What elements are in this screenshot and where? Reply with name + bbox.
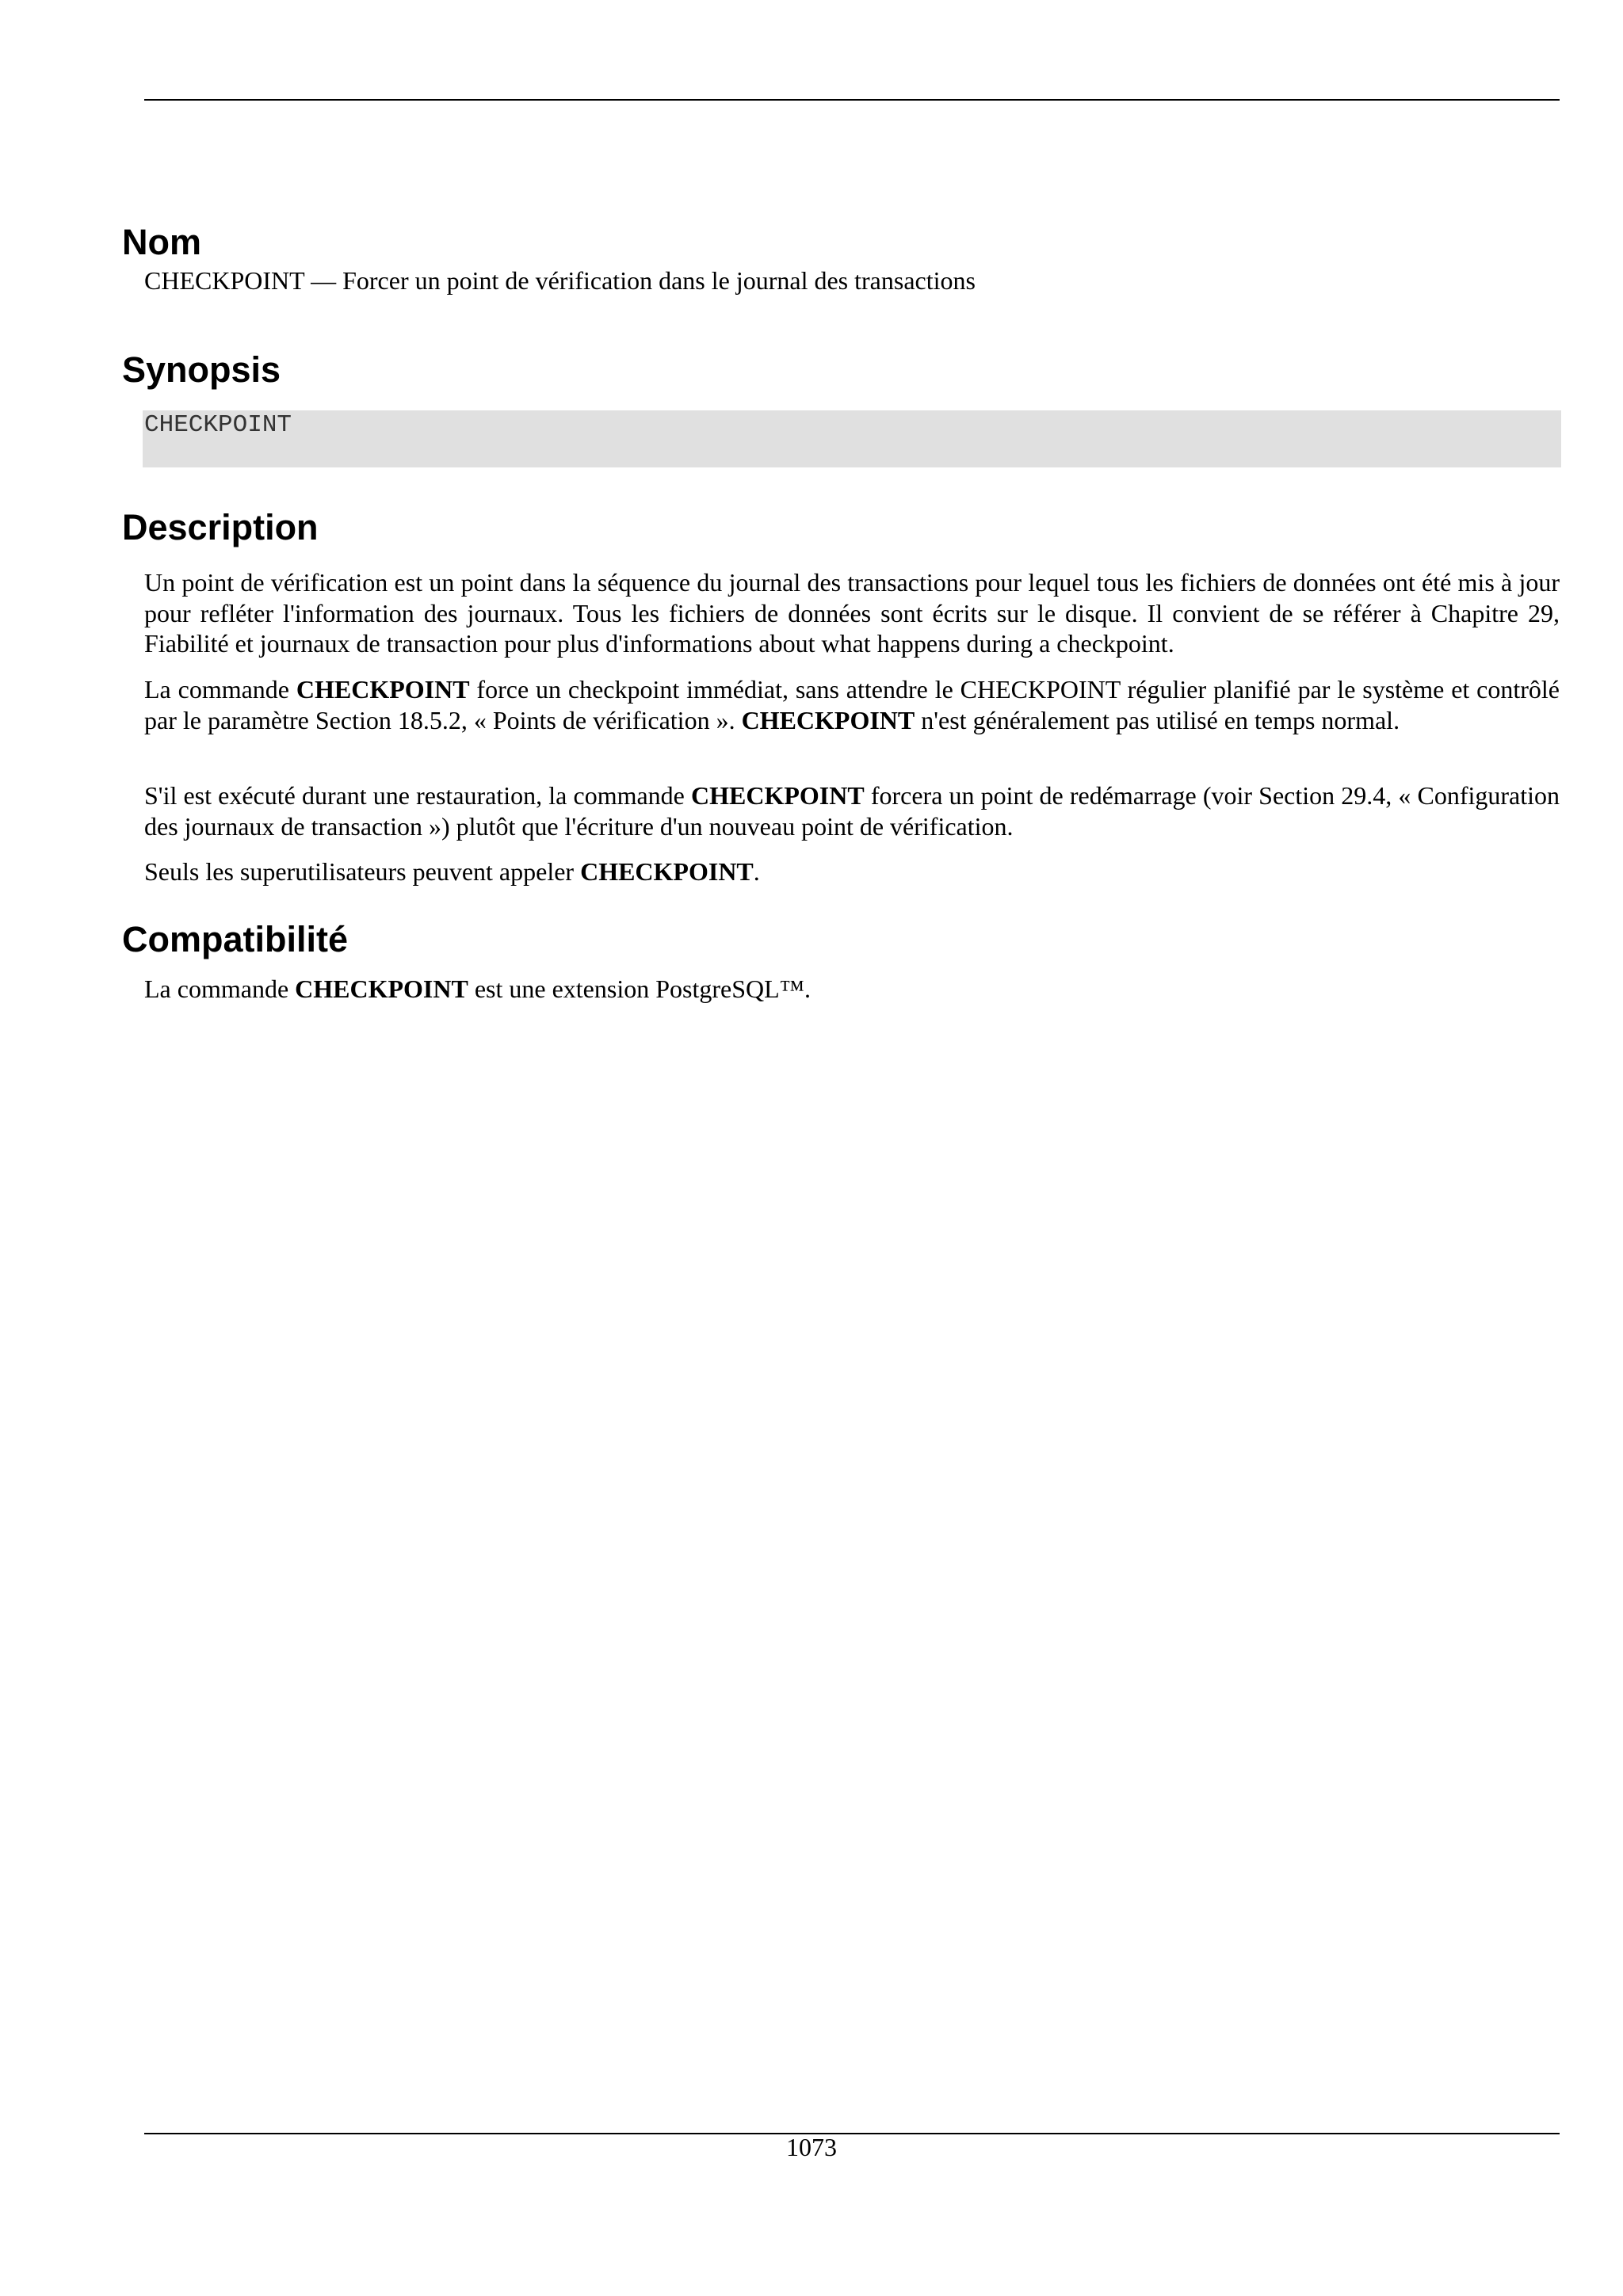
description-paragraph-1: Un point de vérification est un point dans la séquence du journal des transactions pour lequel tous les fichiers de données ont été mis à jour pour refléter l'information des journaux. Tous les fichiers de données sont écrits sur le disque. Il convient de se référer à Chapitre 29, Fiabilité et journaux de transaction pour plus d'informations about what happens during a checkpoint.	[144, 568, 1560, 658]
command-name: CHECKPOINT	[580, 857, 754, 886]
paragraph-text: force un checkpoint immédiat, sans attendre le CHECKPOINT régulier planifié par le système et contrôlé par le paramètre Section 18.5.2, « Points de vérification ».	[144, 675, 1560, 734]
description-paragraph-3	[144, 780, 1560, 841]
paragraph-text: forcera un point de redémarrage (voir Section 29.4, « Configuration des journaux de transaction ») plutôt que l'écriture d'un nouveau point de vérification.	[144, 781, 1560, 841]
section-heading-nom: Nom	[122, 222, 201, 262]
section-heading-description: Description	[122, 507, 319, 547]
paragraph-text: n'est généralement pas utilisé en temps normal.	[915, 705, 1400, 734]
page-number: 1073	[786, 2133, 837, 2161]
synopsis-code-block	[143, 410, 1561, 467]
paragraph-text: .	[753, 857, 760, 886]
paragraph-text: est une extension PostgreSQL™.	[468, 974, 812, 1003]
paragraph-text: La commande	[144, 974, 296, 1003]
nom-text: CHECKPOINT — Forcer un point de vérification dans le journal des transactions	[144, 266, 976, 295]
command-name: CHECKPOINT	[296, 675, 470, 704]
header-rule	[144, 99, 1560, 101]
paragraph-text: S'il est exécuté durant une restauration, la commande	[144, 781, 692, 810]
section-heading-synopsis: Synopsis	[122, 349, 281, 390]
synopsis-code: CHECKPOINT	[144, 411, 292, 439]
command-name: CHECKPOINT	[691, 781, 865, 810]
section-heading-compatibilite: Compatibilité	[122, 919, 349, 959]
paragraph-text: Seuls les superutilisateurs peuvent appeler	[144, 857, 581, 886]
paragraph-text: La commande	[144, 675, 296, 704]
description-paragraph-4	[144, 856, 1560, 887]
command-name: CHECKPOINT	[295, 974, 468, 1003]
command-name: CHECKPOINT	[741, 705, 915, 734]
compatibilite-text	[144, 974, 1560, 1005]
description-paragraph-2	[144, 674, 1560, 735]
